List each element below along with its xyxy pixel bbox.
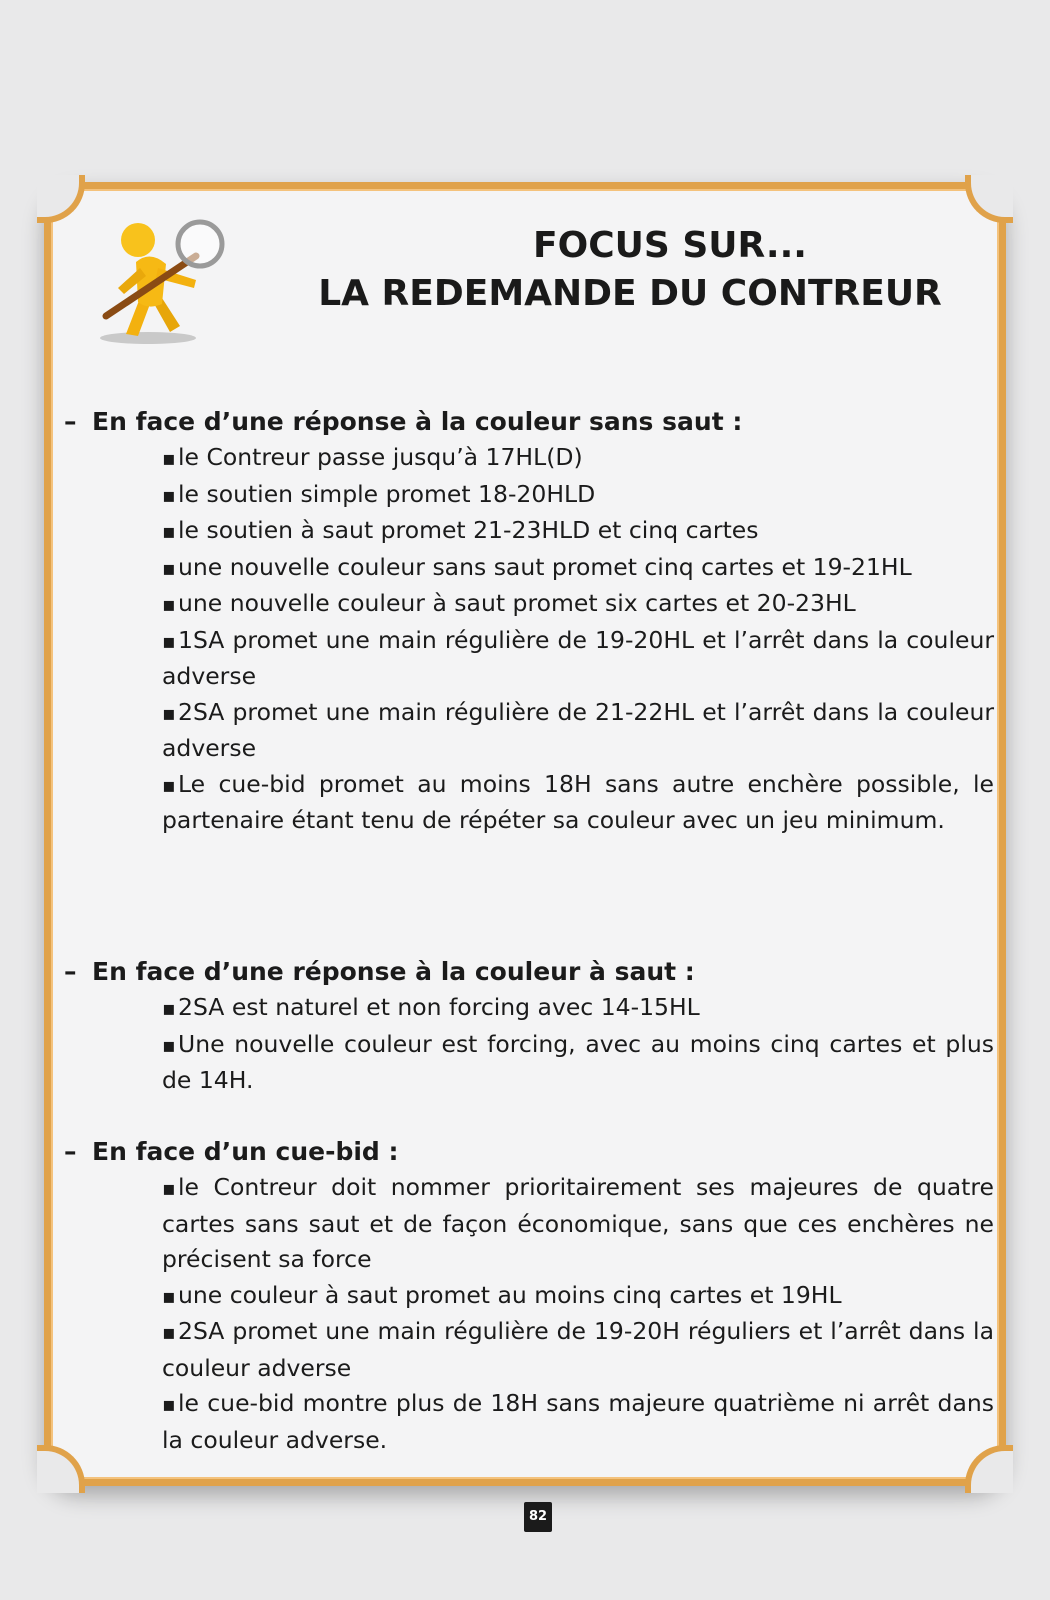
list-item: ▪ 1SA promet une main régulière de 19-20HL et l’arrêt dans la couleur adverse: [162, 625, 994, 690]
page-title: [290, 222, 970, 318]
frame-corner: [965, 175, 1013, 223]
page-number: 82: [524, 1502, 552, 1532]
list-item: ▪ Une nouvelle couleur est forcing, avec au moins cinq cartes et plus de 14H.: [162, 1029, 994, 1094]
title-line-1: FOCUS SUR...: [533, 225, 807, 266]
section-heading: – En face d’un cue-bid :: [64, 1137, 399, 1166]
list-item: ▪ une couleur à saut promet au moins cinq cartes et 19HL: [162, 1280, 842, 1309]
list-item: ▪ le cue-bid montre plus de 18H sans majeure quatrième ni arrêt dans la couleur adverse.: [162, 1389, 994, 1454]
list-item: ▪ le soutien simple promet 18-20HLD: [162, 479, 596, 508]
list-item: ▪ le soutien à saut promet 21-23HLD et cinq cartes: [162, 516, 759, 544]
list-item: ▪ une nouvelle couleur sans saut promet cinq cartes et 19-21HL: [162, 552, 912, 581]
section-sans-saut: [64, 404, 994, 839]
section-a-saut: [64, 954, 994, 1099]
list-item: ▪ le Contreur doit nommer prioritairement ses majeures de quatre cartes sans saut et de façon économique, sans que ces enchères ne précisent sa force: [162, 1173, 994, 1273]
rule-list: [64, 440, 994, 839]
list-item: ▪ 2SA promet une main régulière de 19-20H réguliers et l’arrêt dans la couleur adverse: [162, 1317, 994, 1382]
list-item: ▪ Le cue-bid promet au moins 18H sans autre enchère possible, le partenaire étant tenu de répéter sa couleur avec un jeu minimum.: [162, 769, 994, 834]
title-line-2: LA REDEMANDE DU CONTREUR: [318, 273, 942, 314]
rule-list: [64, 990, 994, 1099]
list-item: ▪ 2SA est naturel et non forcing avec 14-15HL: [162, 993, 700, 1021]
section-cue-bid: [64, 1134, 994, 1458]
section-heading: – En face d’une réponse à la couleur à saut :: [64, 957, 695, 986]
list-item: ▪ le Contreur passe jusqu’à 17HL(D): [162, 443, 583, 471]
list-item: ▪ 2SA promet une main régulière de 21-22HL et l’arrêt dans la couleur adverse: [162, 697, 994, 762]
rule-list: [64, 1170, 994, 1458]
section-heading: – En face d’une réponse à la couleur sans saut :: [64, 407, 743, 436]
magnifier-mascot-icon: [78, 206, 228, 346]
list-item: ▪ une nouvelle couleur à saut promet six cartes et 20-23HL: [162, 589, 856, 617]
